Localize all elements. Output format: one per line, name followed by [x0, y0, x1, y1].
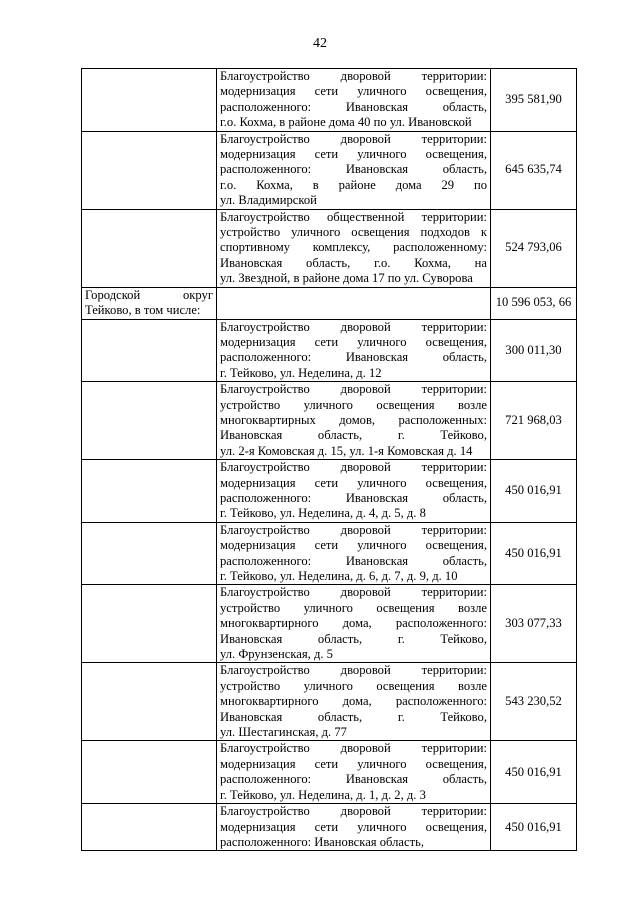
amount-cell: 450 016,91 — [491, 460, 577, 523]
table-row — [82, 663, 577, 741]
amount-cell: 450 016,91 — [491, 522, 577, 585]
description-text-line: устройство уличного освещения возле — [220, 397, 487, 412]
description-text-line: ул. Шестагинская, д. 77 — [220, 725, 347, 740]
description-text-line: г. Тейково, ул. Неделина, д. 4, д. 5, д. 8 — [220, 506, 426, 521]
description-text-line: г. Тейково, ул. Неделина, д. 1, д. 2, д. 3 — [220, 787, 426, 802]
municipality-cell — [82, 460, 217, 523]
description-cell — [217, 287, 491, 319]
description-cell — [217, 209, 491, 287]
municipality-cell — [82, 131, 217, 209]
description-cell — [217, 460, 491, 523]
description-text-line: многоквартирного дома, расположенного: — [220, 694, 487, 709]
table-row — [82, 804, 577, 851]
municipality-text-line: Городской округ — [85, 287, 213, 302]
table-row — [82, 209, 577, 287]
description-cell — [217, 131, 491, 209]
description-text-line: Благоустройство дворовой территории: — [220, 522, 487, 537]
description-text-line: модернизация сети уличного освещения, — [220, 334, 487, 349]
description-text-line: расположенного: Ивановская область, — [220, 350, 487, 365]
description-text-line: Благоустройство дворовой территории: — [220, 663, 487, 678]
description-text-line: расположенного: Ивановская область, — [220, 162, 487, 177]
municipality-cell — [82, 522, 217, 585]
description-text-line: спортивному комплексу, расположенному: — [220, 240, 487, 255]
description-text-line: расположенного: Ивановская область, — [220, 99, 487, 114]
description-cell — [217, 382, 491, 460]
description-text-line: Благоустройство дворовой территории: — [220, 69, 487, 83]
description-text-line: Ивановская область, г. Тейково, — [220, 631, 487, 646]
description-text-line: ул. 2-я Комовская д. 15, ул. 1-я Комовская д. 14 — [220, 443, 473, 458]
description-cell — [217, 804, 491, 851]
table-row — [82, 522, 577, 585]
description-text-line: устройство уличного освещения возле — [220, 600, 487, 615]
description-cell — [217, 319, 491, 382]
description-text-line: расположенного: Ивановская область, — [220, 834, 424, 849]
table-row — [82, 287, 577, 319]
description-text-line: устройство уличного освещения возле — [220, 678, 487, 693]
description-text-line: Благоустройство общественной территории: — [220, 209, 487, 224]
description-text-line: Ивановская область, г.о. Кохма, на — [220, 255, 487, 270]
description-text-line: Благоустройство дворовой территории: — [220, 131, 487, 146]
description-text-line: г.о. Кохма, в районе дома 29 по — [220, 177, 487, 192]
description-text-line: г. Тейково, ул. Неделина, д. 6, д. 7, д. 9, д. 10 — [220, 569, 458, 583]
amount-cell: 10 596 053, 66 — [491, 287, 577, 319]
description-text-line: расположенного: Ивановская область, — [220, 553, 487, 568]
description-text-line: расположенного: Ивановская область, — [220, 772, 487, 787]
description-text-line: ул. Звездной, в районе дома 17 по ул. Суворова — [220, 271, 473, 286]
description-text-line: модернизация сети уличного освещения, — [220, 147, 487, 162]
description-text-line: многоквартирного дома, расположенного: — [220, 616, 487, 631]
table-row — [82, 460, 577, 523]
page-number: 42 — [313, 36, 327, 51]
table-row — [82, 131, 577, 209]
table-row — [82, 69, 577, 132]
description-text-line: Благоустройство дворовой территории: — [220, 804, 487, 819]
amount-cell: 450 016,91 — [491, 741, 577, 804]
municipality-cell — [82, 663, 217, 741]
municipality-cell — [82, 69, 217, 132]
table-row — [82, 741, 577, 804]
description-text-line: многоквартирных домов, расположенных: — [220, 412, 487, 427]
municipality-cell — [82, 319, 217, 382]
description-text-line: Благоустройство дворовой территории: — [220, 319, 487, 334]
description-cell — [217, 522, 491, 585]
description-text-line: Благоустройство дворовой территории: — [220, 460, 487, 475]
amount-cell: 543 230,52 — [491, 663, 577, 741]
description-text-line: Ивановская область, г. Тейково, — [220, 709, 487, 724]
description-text-line: г. Тейково, ул. Неделина, д. 12 — [220, 365, 382, 380]
amount-cell: 395 581,90 — [491, 69, 577, 132]
description-text-line: г.о. Кохма, в районе дома 40 по ул. Ивановской — [220, 115, 472, 130]
amount-cell: 300 011,30 — [491, 319, 577, 382]
amount-cell: 450 016,91 — [491, 804, 577, 851]
description-text-line: ул. Фрунзенская, д. 5 — [220, 647, 333, 662]
appropriation-table — [81, 68, 577, 851]
municipality-cell — [82, 209, 217, 287]
description-text-line: ул. Владимирской — [220, 193, 317, 208]
table-row — [82, 382, 577, 460]
description-text-line: расположенного: Ивановская область, — [220, 490, 487, 505]
description-text-line: Ивановская область, г. Тейково, — [220, 428, 487, 443]
amount-cell: 645 635,74 — [491, 131, 577, 209]
table-body — [82, 69, 577, 851]
municipality-cell — [82, 382, 217, 460]
description-text-line: Благоустройство дворовой территории: — [220, 585, 487, 600]
description-text-line: модернизация сети уличного освещения, — [220, 84, 487, 99]
description-text-line: устройство уличного освещения подходов к — [220, 225, 487, 240]
description-cell — [217, 69, 491, 132]
table-row — [82, 585, 577, 663]
description-cell — [217, 663, 491, 741]
description-cell — [217, 741, 491, 804]
description-cell — [217, 585, 491, 663]
amount-cell: 303 077,33 — [491, 585, 577, 663]
municipality-text-line: Тейково, в том числе: — [85, 303, 201, 318]
description-text-line: Благоустройство дворовой территории: — [220, 382, 487, 397]
description-text-line: модернизация сети уличного освещения, — [220, 819, 487, 834]
description-text-line: модернизация сети уличного освещения, — [220, 538, 487, 553]
municipality-cell — [82, 804, 217, 851]
amount-cell: 524 793,06 — [491, 209, 577, 287]
municipality-cell — [82, 287, 217, 319]
amount-cell: 721 968,03 — [491, 382, 577, 460]
description-text-line: модернизация сети уличного освещения, — [220, 475, 487, 490]
description-text-line: Благоустройство дворовой территории: — [220, 741, 487, 756]
description-text-line: модернизация сети уличного освещения, — [220, 756, 487, 771]
municipality-cell — [82, 585, 217, 663]
municipality-cell — [82, 741, 217, 804]
table-row — [82, 319, 577, 382]
